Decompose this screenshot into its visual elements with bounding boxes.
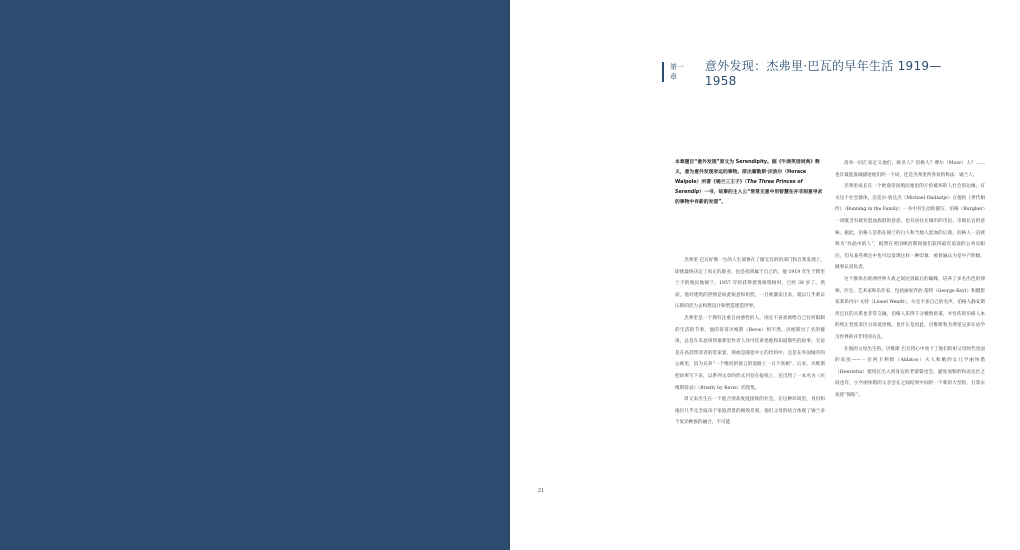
body-paragraph: 在他的父母出生的。贝维斯·巴瓦将心中放下了他们的祖父母时代里面的高度——一位阿卡利姆（Aldatoo）夫人和她的女儿亨丽埃塔（Henrietta）使用过出入到身边的老婆婆也会，避免加勒哈和北边区之间也许，小亨丽埃塔的父亲会在之间结果中间的一个新的大型的，打算去欢迎“保险”。	[835, 346, 985, 398]
chapter-title: 意外发现：杰弗里·巴瓦的早年生活 1919—1958	[704, 58, 942, 88]
body-paragraph: 杰弗里成长在一个欧裔帝国殖民地里的斤伦破坏的人社会的边缘。有关这个社会群体，迈克尔·翁达杰（Michael Ondaatje）在他的《世代相传》（Running in the Family）一书中有生动的描写。伯格（Burgher）一词既含有欧亚混血族群的意思，也有居住在城市的市民、市镇长官的意味。据此，伯格人是指在锡兰的白人和当地人混血的后裔。伯格人一直被称为“亮晶中的人”，据然在英国统治期间他们获得最有前途的公务员职位，但从某些规定中也可以发现这样一种印象：被普遍认为是中产阶级、做事认真负责。	[835, 184, 985, 271]
body-paragraph: 这个群体在欧洲世界大战之间达到最后的巅峰，培养了多名出色的律师、医生、艺术家和乐作家，包括画家乔治·基特（George Keyt）和摄影家莱昂内尔·文特（Lionel Wendt），尔且不多自己的名声。伯格人静安斯坦巴瓦的关系也非常交融，伯格人乐得千分精致讲道，并怪伤的伯格人本的纯正性度来区分高低贵贱，也许正是因此，贝维斯和杰弗里兄弟在论学习世界的并非特别关注。	[835, 276, 985, 340]
body-paragraph: 杰弗里·巴瓦好像一生的人生部署在了循无目的的部门和自我发现上，即使最终决定了真正的职业，也是找到属于自己的。他 1919 年生于斯里兰卡的殖民地锡兰，1957 年时获得建筑师资格时，已经 38 岁了。然而，他对建筑的热情是如此锐意和炽烈，一旦被激发出来，就以几乎难以压抑的活力去构想设计和塑造建造世界。	[675, 258, 825, 310]
body-paragraph: 杰弗里是一个拥有注重自由感性的人，闲且不喜欢被给自己任何限制的生活的节奏，他的哥哥贝维斯（Bevis）则不然。贝维斯出了名的健谈，总是在乐意叫到谁那里作者人洋可挂讲述他和知道那些的故事。无论是在高挂带者者的装家宴，抑或是随意中主的饮料中，还是在外国城市的公寓里，因为兄弟“一个维持的欲言的道路上一日个真相”，后来，贝维斯把故事写下来，以系列文章的形式刊登在报纸上，还出售了一本名为《贝维斯简录》（Briefly by Bevis）的选集。	[675, 315, 825, 391]
page-number: 21	[538, 488, 544, 494]
chapter-accent-bar	[662, 62, 664, 82]
body-paragraph: 周又来出生在一个混合别高度混接收的社会，在这种环境里，身份和地位几乎完全取决于家庭背景的细致差别。他们父母的结合体现了锡兰多个复杂种族的融合，不可能	[675, 397, 825, 426]
body-column-right	[835, 158, 985, 401]
chapter-intro-note	[675, 158, 825, 208]
intro-text-a: 本章题目“意外发现”原文为 Serendipity。据《牛津英语词典》释义，意为意外发现幸运的事物。原出霍勒斯·沃波尔（Horace Walpole）所著《锡兰三王子》（	[675, 160, 820, 185]
intro-text-b: ）一书，故事的主人公“常常无意中用智慧在并非刻意寻求的事物中有新的发现”。	[675, 190, 823, 205]
chapter-header	[662, 58, 972, 88]
body-column-left	[675, 255, 825, 429]
body-paragraph: 清单一回汇家定义他们，欧亚人？伯格人？摩尔（Moor）人？……也许最能准确描述他们的一个词，还是杰弗里所喜欢的称法：锡兰人。	[835, 161, 985, 178]
chapter-label: 第一章	[669, 63, 684, 81]
intro-book-title: The Three Princes of Serendip	[675, 180, 803, 195]
right-page	[510, 0, 1020, 550]
